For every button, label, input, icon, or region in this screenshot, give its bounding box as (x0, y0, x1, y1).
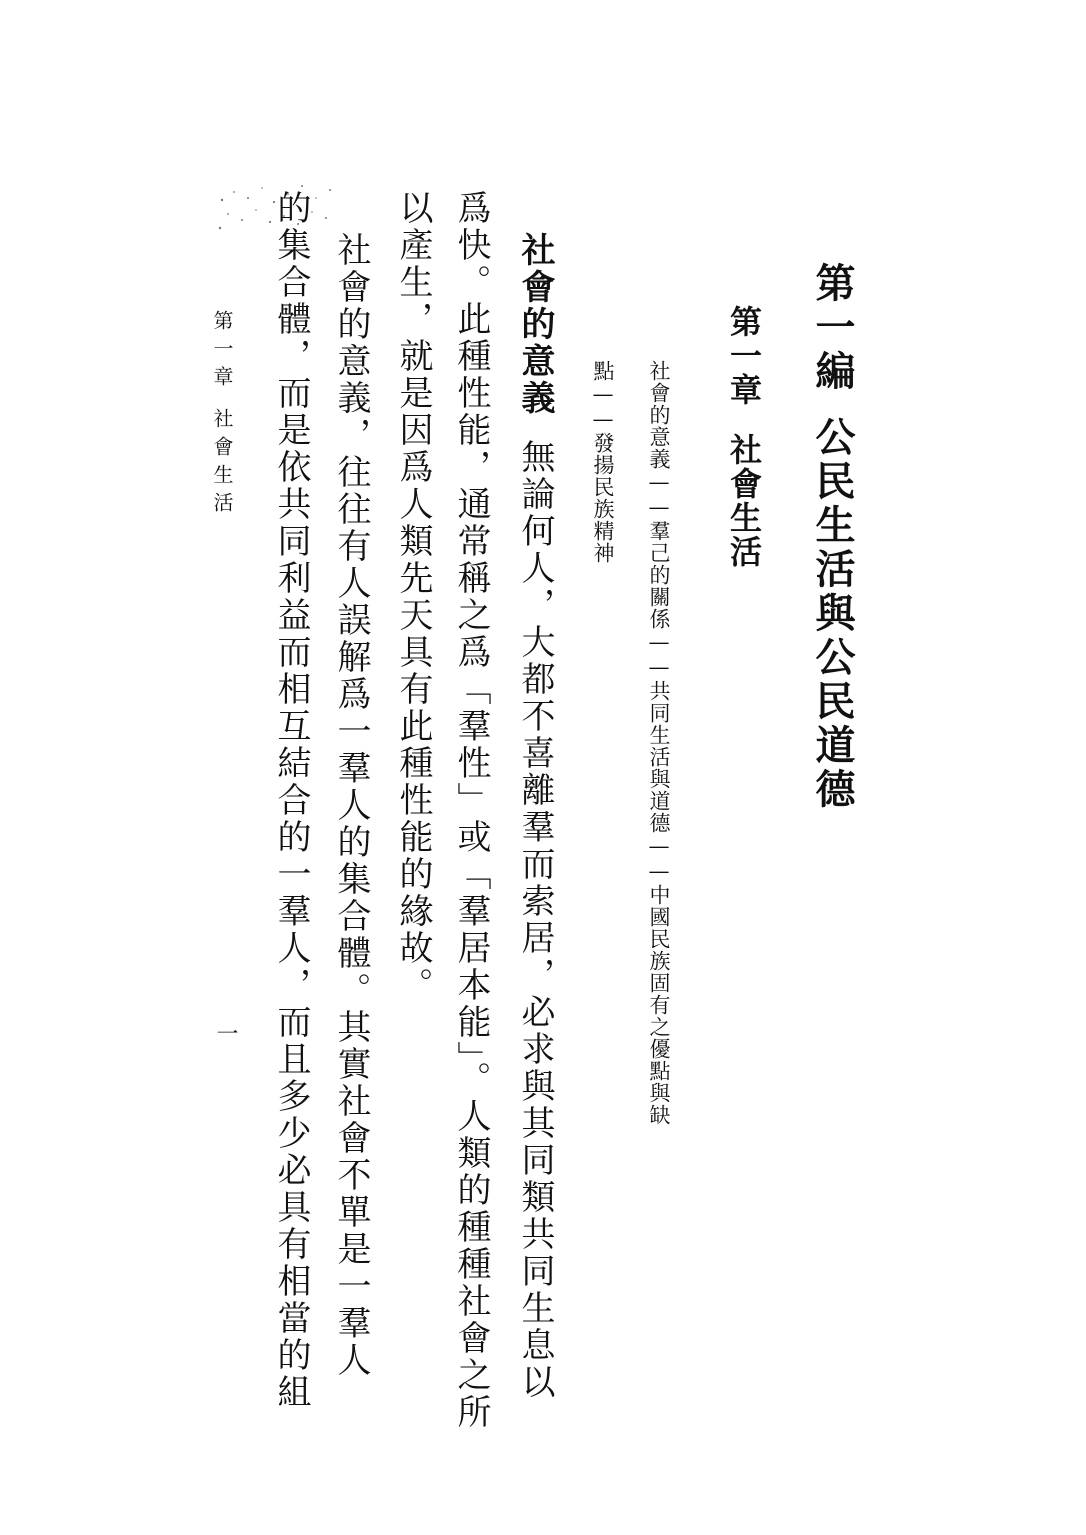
body-line-1: 爲快。此種性能，通常稱之爲「羣性」或「羣居本能」。人類的種種社會之所 (451, 190, 491, 1431)
section-heading: 社會的意義 (515, 232, 555, 417)
chapter-outline-line-1: 社會的意義——羣己的關係——共同生活與道德——中國民族固有之優點與缺 (647, 360, 671, 1126)
running-head (212, 310, 232, 520)
part-label: 第一編 (809, 262, 856, 394)
section-first-line: 無論何人，大都不喜離羣而索居，必求與其同類共同生息以 (515, 439, 555, 1401)
part-title: 公民生活與公民道德 (809, 416, 856, 812)
body-line-3: 社會的意義，往往有人誤解爲一羣人的集合體。其實社會不單是一羣人 (331, 232, 371, 1379)
section-first-column (515, 232, 555, 1401)
chapter-label: 第一章 (725, 305, 763, 407)
chapter-title: 社會生活 (725, 433, 763, 569)
running-head-title: 社會生活 (210, 408, 234, 520)
body-line-4: 的集合體，而是依共同利益而相互結合的一羣人，而且多少必具有相當的組 (271, 190, 311, 1411)
chapter-heading (725, 305, 763, 569)
chapter-outline-line-2: 點——發揚民族精神 (591, 360, 615, 564)
running-head-chapter: 第一章 (210, 310, 234, 394)
body-line-2: 以產生，就是因爲人類先天具有此種性能的緣故。 (393, 190, 433, 1004)
page-number: 一 (213, 1022, 238, 1044)
part-heading (809, 262, 856, 812)
